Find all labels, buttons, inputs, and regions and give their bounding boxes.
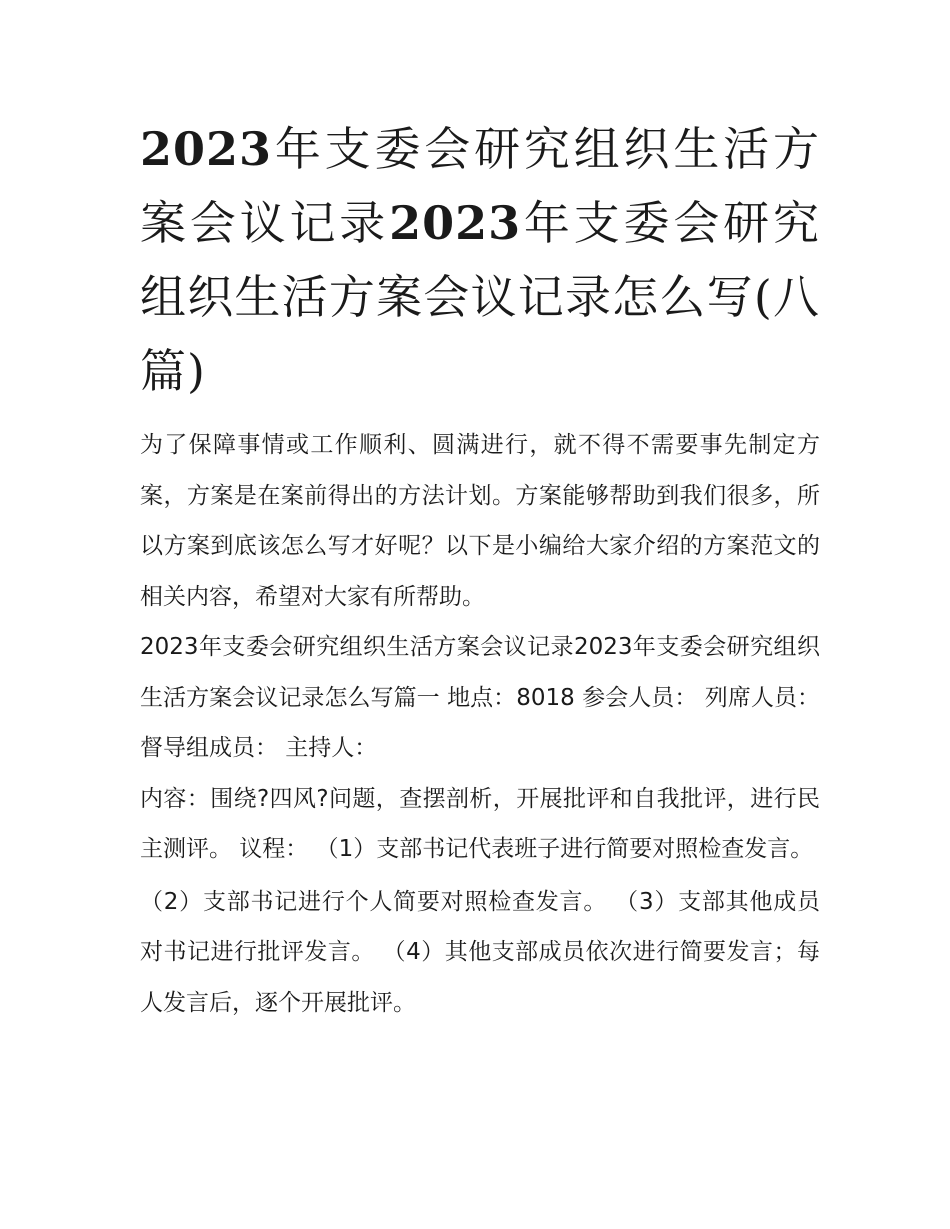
document-title	[140, 112, 820, 408]
title-text-2: 年支委会研究组织生活方案会议记录怎么写(八篇)	[140, 196, 821, 398]
meeting-info-paragraph: 2023年支委会研究组织生活方案会议记录2023年支委会研究组织生活方案会议记录怎么写篇一 地点：8018 参会人员： 列席人员： 督导组成员： 主持人：	[140, 634, 820, 761]
agenda-continued-paragraph: （2）支部书记进行个人简要对照检查发言。 （3）支部其他成员对书记进行批评发言。 （4）其他支部成员依次进行简要发言；每人发言后，逐个开展批评。	[140, 888, 820, 1016]
title-text-1: 年支委会研究组织生活方案会议记录	[140, 122, 820, 250]
document-body	[140, 420, 820, 1028]
intro-paragraph: 为了保障事情或工作顺利、圆满进行，就不得不需要事先制定方案，方案是在案前得出的方法计划。方案能够帮助到我们很多，所以方案到底该怎么写才好呢？以下是小编给大家介绍的方案范文的相关内容，希望对大家有所帮助。	[140, 432, 820, 610]
title-year-1: 2023	[140, 122, 273, 176]
title-year-2: 2023	[389, 196, 522, 250]
agenda-paragraph: 内容：围绕?四风?问题，查摆剖析，开展批评和自我批评，进行民主测评。 议程： （1）支部书记代表班子进行简要对照检查发言。	[140, 785, 820, 862]
document-page	[140, 112, 820, 1028]
